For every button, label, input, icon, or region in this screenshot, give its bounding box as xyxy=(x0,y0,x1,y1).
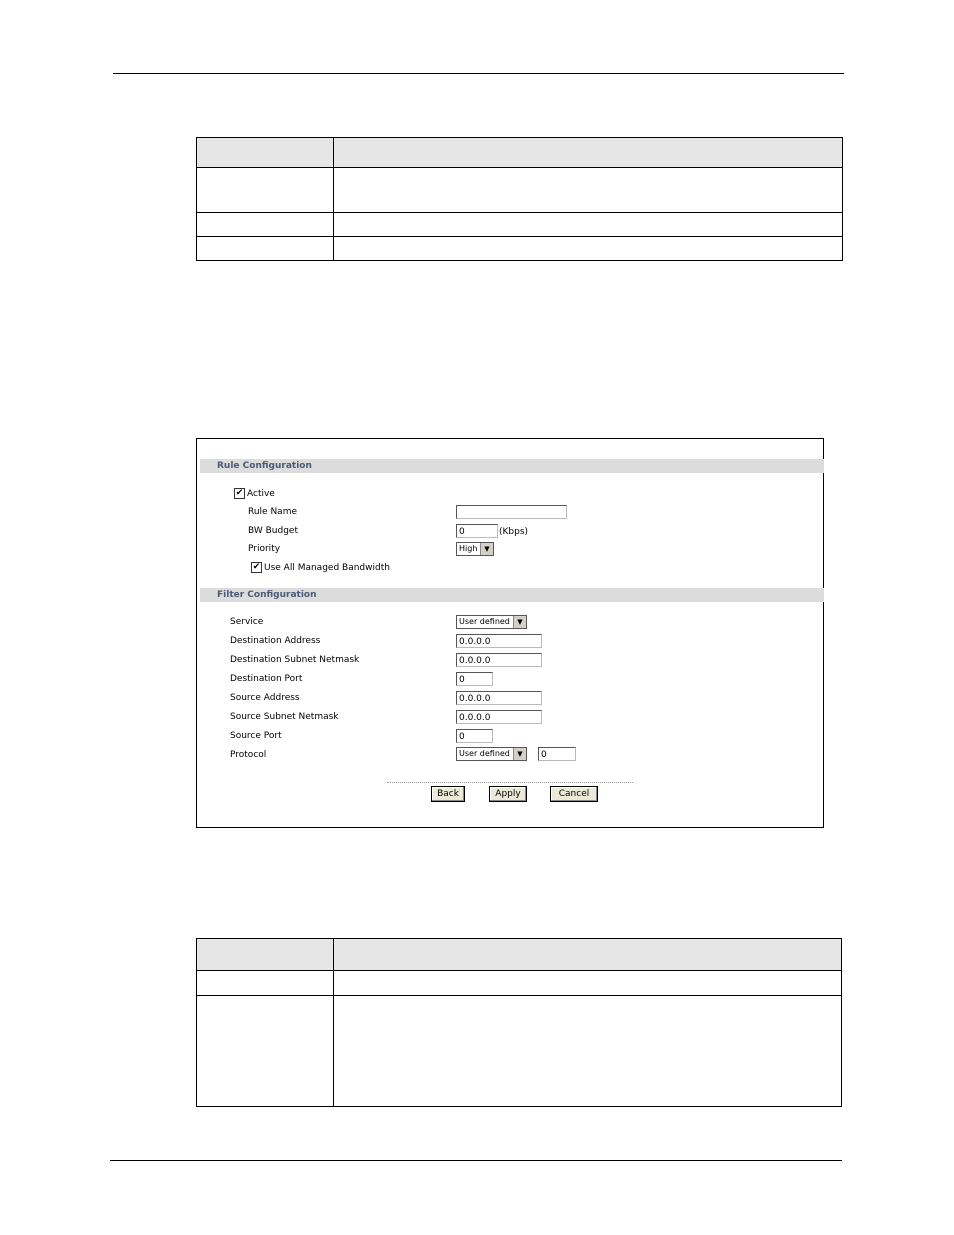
bw-budget-unit: (Kbps) xyxy=(499,527,529,537)
table-row xyxy=(197,971,842,996)
check-icon: ✔ xyxy=(235,488,244,498)
source-address-label: Source Address xyxy=(230,693,300,703)
destination-port-label: Destination Port xyxy=(230,674,303,684)
destination-netmask-input[interactable]: 0.0.0.0 xyxy=(456,653,542,667)
bottom-table xyxy=(196,938,842,1107)
priority-label: Priority xyxy=(248,544,281,554)
source-address-input[interactable]: 0.0.0.0 xyxy=(456,691,542,705)
active-label: Active xyxy=(247,489,275,499)
service-select[interactable] xyxy=(456,615,527,629)
source-netmask-input[interactable]: 0.0.0.0 xyxy=(456,710,542,724)
rule-name-label: Rule Name xyxy=(248,507,298,517)
cancel-button[interactable]: Cancel xyxy=(550,786,598,802)
destination-address-input[interactable]: 0.0.0.0 xyxy=(456,634,542,648)
table-row xyxy=(197,213,843,237)
service-value: User defined xyxy=(459,617,510,626)
chevron-down-icon: ▼ xyxy=(480,543,493,555)
top-table xyxy=(196,137,843,261)
use-all-bandwidth-label: Use All Managed Bandwidth xyxy=(264,563,390,573)
back-button[interactable]: Back xyxy=(431,786,465,802)
table-row xyxy=(197,237,843,261)
apply-button[interactable]: Apply xyxy=(489,786,527,802)
filter-config-title: Filter Configuration xyxy=(217,590,317,600)
protocol-label: Protocol xyxy=(230,750,267,760)
bw-budget-label: BW Budget xyxy=(248,526,298,536)
destination-netmask-label: Destination Subnet Netmask xyxy=(230,655,360,665)
check-icon: ✔ xyxy=(252,562,261,572)
destination-address-label: Destination Address xyxy=(230,636,321,646)
header-rule xyxy=(113,73,844,74)
destination-port-input[interactable]: 0 xyxy=(456,672,493,686)
protocol-value: User defined xyxy=(459,749,510,758)
protocol-select[interactable] xyxy=(456,747,527,761)
priority-select[interactable] xyxy=(456,542,494,556)
chevron-down-icon: ▼ xyxy=(513,616,526,628)
source-netmask-label: Source Subnet Netmask xyxy=(230,712,339,722)
footer-rule xyxy=(110,1160,842,1161)
rule-config-screen xyxy=(196,438,824,828)
table-row xyxy=(197,168,843,213)
chevron-down-icon: ▼ xyxy=(513,748,526,760)
protocol-number-input[interactable]: 0 xyxy=(538,747,576,761)
table-row xyxy=(197,996,842,1107)
priority-value: High xyxy=(459,544,478,553)
rule-name-input[interactable] xyxy=(456,505,567,519)
service-label: Service xyxy=(230,617,264,627)
source-port-input[interactable]: 0 xyxy=(456,729,493,743)
divider xyxy=(387,782,633,783)
use-all-bandwidth-checkbox[interactable] xyxy=(251,562,262,573)
bw-budget-input[interactable]: 0 xyxy=(456,524,498,538)
rule-config-title: Rule Configuration xyxy=(217,461,312,471)
table-header-row xyxy=(197,138,843,168)
source-port-label: Source Port xyxy=(230,731,282,741)
table-header-row xyxy=(197,939,842,971)
active-checkbox[interactable] xyxy=(234,488,245,499)
